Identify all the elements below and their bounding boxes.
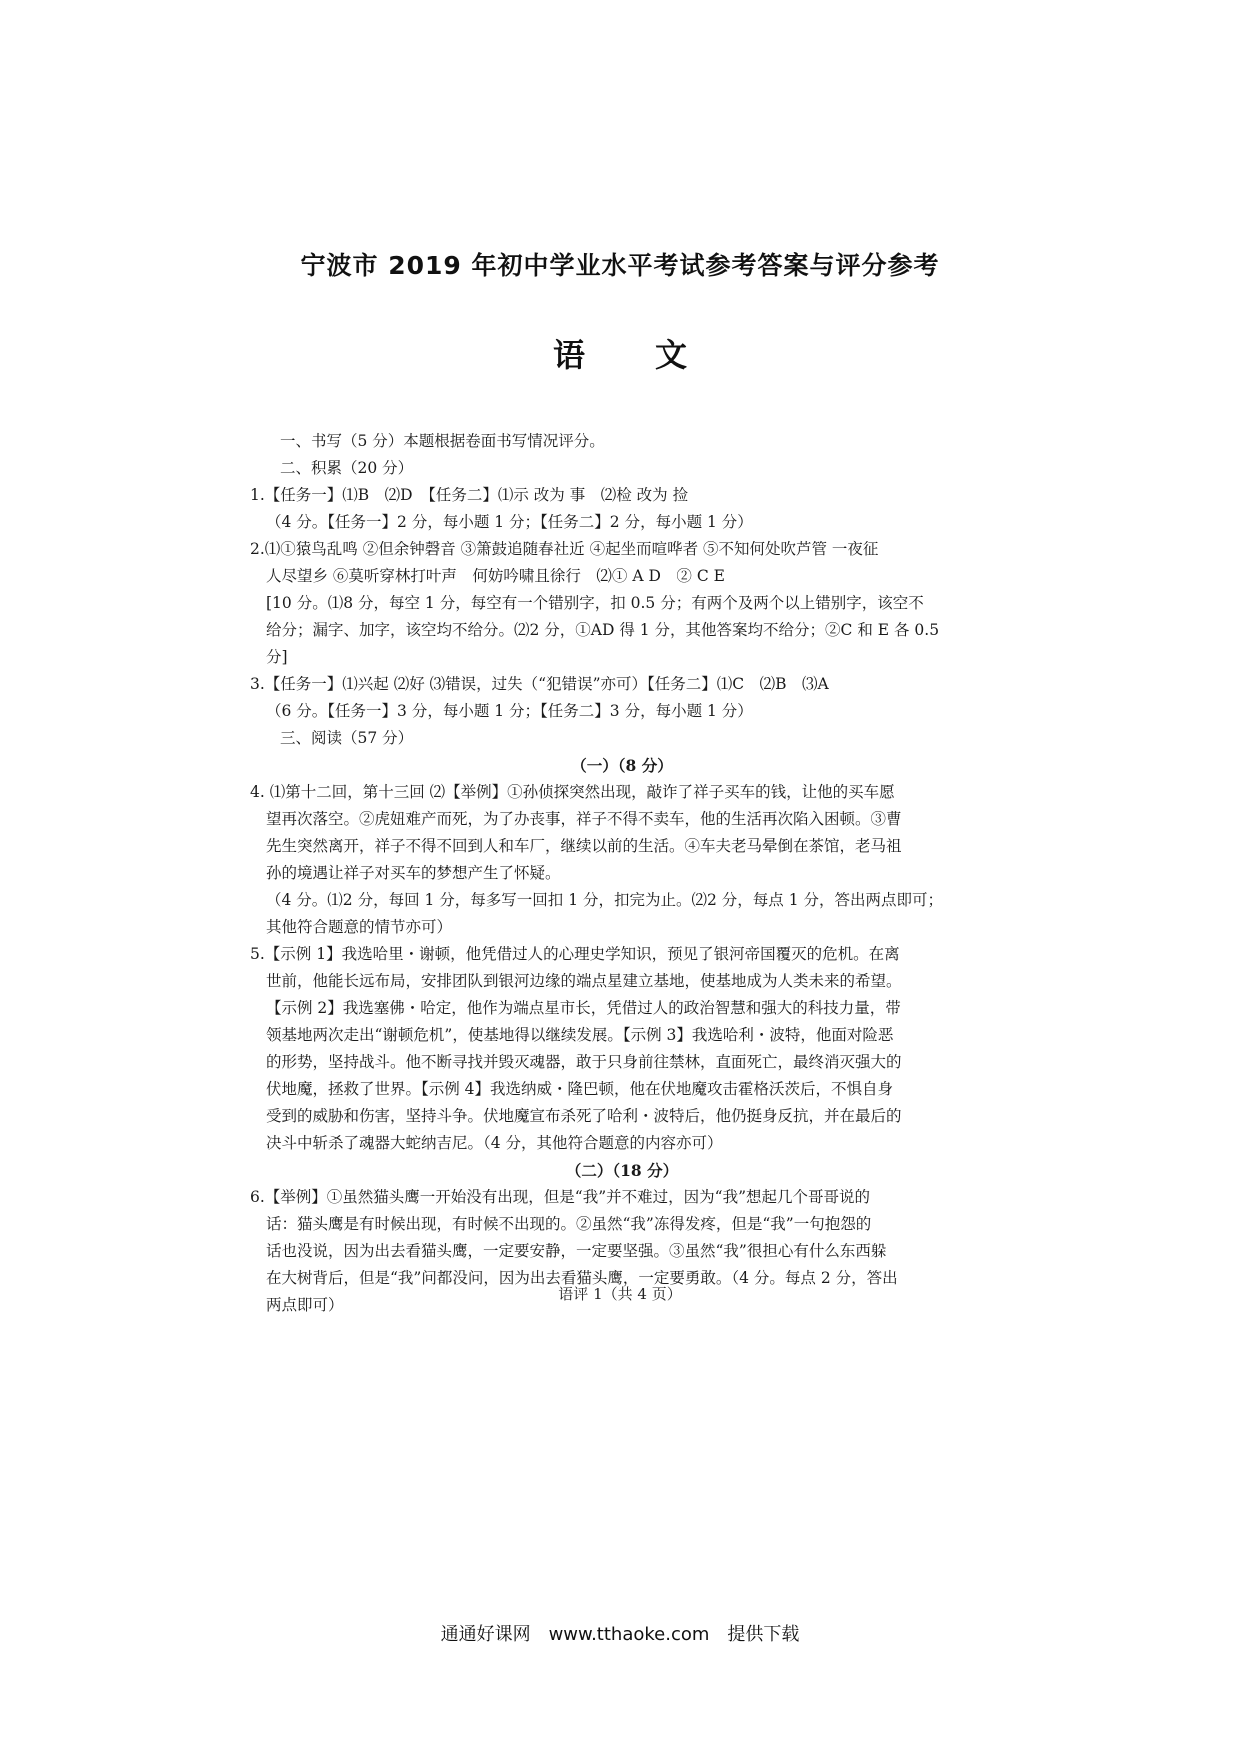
scoring-note: [10 分。⑴8 分，每空 1 分，每空有一个错别字，扣 0.5 分；有两个及两个以上错别字，该空不 (266, 594, 924, 612)
scoring-note: （4 分。⑴2 分，每回 1 分，每多写一回扣 1 分，扣完为止。⑵2 分，每点 1 分，答出两点即可； (266, 891, 944, 909)
answer-line: 3.【任务一】⑴兴起 ⑵好 ⑶错误，过失（“犯错误”亦可）【任务二】⑴C ⑵B ⑶A (250, 675, 829, 693)
answer-line: 2.⑴①猿鸟乱鸣 ②但余钟磬音 ③箫鼓追随春社近 ④起坐而喧哗者 ⑤不知何处吹芦管 一夜征 (250, 540, 879, 558)
answer-line: 话：猫头鹰是有时候出现，有时候不出现的。②虽然“我”冻得发疼，但是“我”一句抱怨的 (266, 1215, 872, 1233)
answer-line: 孙的境遇让祥子对买车的梦想产生了怀疑。 (266, 864, 561, 882)
answer-line: 领基地两次走出“谢顿危机”，使基地得以继续发展。【示例 3】我选哈利・波特，他面对险恶 (266, 1026, 894, 1044)
answer-line: 两点即可） (266, 1296, 344, 1314)
answer-line: 先生突然离开，祥子不得不回到人和车厂，继续以前的生活。④车夫老马晕倒在茶馆，老马祖 (266, 837, 902, 855)
answer-line: 伏地魔，拯救了世界。【示例 4】我选纳威・隆巴顿，他在伏地魔攻击霍格沃茨后，不惧自身 (266, 1080, 894, 1098)
scoring-note: 其他符合题意的情节亦可） (266, 918, 453, 936)
subsection-heading: （二）（18 分） (565, 1161, 679, 1180)
page-footer: 语评 1（共 4 页） (558, 1285, 682, 1303)
scoring-note: 分] (266, 648, 288, 666)
answer-content (250, 428, 994, 1319)
section-heading: 三、阅读（57 分） (280, 729, 414, 747)
answer-line: 的形势，坚持战斗。他不断寻找并毁灭魂器，敢于只身前往禁林，直面死亡，最终消灭强大的 (266, 1053, 902, 1071)
section-heading: 二、积累（20 分） (280, 459, 414, 477)
answer-line: 6.【举例】①虽然猫头鹰一开始没有出现，但是“我”并不难过，因为“我”想起几个哥哥说的 (250, 1188, 870, 1206)
document-title: 宁波市 2019 年初中学业水平考试参考答案与评分参考 (300, 251, 940, 280)
answer-line: 世前，他能长远布局，安排团队到银河边缘的端点星建立基地，使基地成为人类未来的希望。 (266, 972, 902, 990)
answer-line: 受到的威胁和伤害，坚持斗争。伏地魔宣布杀死了哈利・波特后，他仍挺身反抗，并在最后的 (266, 1107, 902, 1125)
answer-line: 望再次落空。②虎妞难产而死，为了办丧事，祥子不得不卖车，他的生活再次陷入困顿。③曹 (266, 810, 902, 828)
section-heading: 一、书写（5 分）本题根据卷面书写情况评分。 (280, 432, 605, 450)
answer-line: 决斗中斩杀了魂器大蛇纳吉尼。（4 分，其他符合题意的内容亦可） (266, 1134, 723, 1152)
answer-line: 【示例 2】我选塞佛・哈定，他作为端点星市长，凭借过人的政治智慧和强大的科技力量，带 (266, 999, 901, 1017)
subsection-heading: （一）（8 分） (571, 756, 673, 775)
answer-line: 话也没说，因为出去看猫头鹰，一定要安静，一定要坚强。③虽然“我”很担心有什么东西躲 (266, 1242, 887, 1260)
answer-line: 在大树背后，但是“我”问都没问，因为出去看猫头鹰，一定要勇敢。（4 分。每点 2 分，答出 (266, 1269, 898, 1287)
answer-line: 1.【任务一】⑴B ⑵D 【任务二】⑴示 改为 事 ⑵检 改为 捡 (250, 486, 689, 504)
site-footer: 通通好课网 www.tthaoke.com 提供下载 (440, 1624, 800, 1645)
scoring-note: 给分；漏字、加字，该空均不给分。⑵2 分，①AD 得 1 分，其他答案均不给分；②C 和 E 各 0.5 (266, 621, 940, 639)
scoring-note: （4 分。【任务一】2 分，每小题 1 分；【任务二】2 分，每小题 1 分） (266, 513, 753, 531)
answer-line: 5.【示例 1】我选哈里・谢顿，他凭借过人的心理史学知识，预见了银河帝国覆灭的危机。在离 (250, 945, 900, 963)
subject-heading: 语文 (552, 336, 757, 374)
answer-line: 4. ⑴第十二回，第十三回 ⑵【举例】①孙侦探突然出现，敲诈了祥子买车的钱，让他的买车愿 (250, 783, 895, 801)
answer-line: 人尽望乡 ⑥莫听穿林打叶声 何妨吟啸且徐行 ⑵① A D ② C E (266, 567, 725, 585)
scoring-note: （6 分。【任务一】3 分，每小题 1 分；【任务二】3 分，每小题 1 分） (266, 702, 753, 720)
